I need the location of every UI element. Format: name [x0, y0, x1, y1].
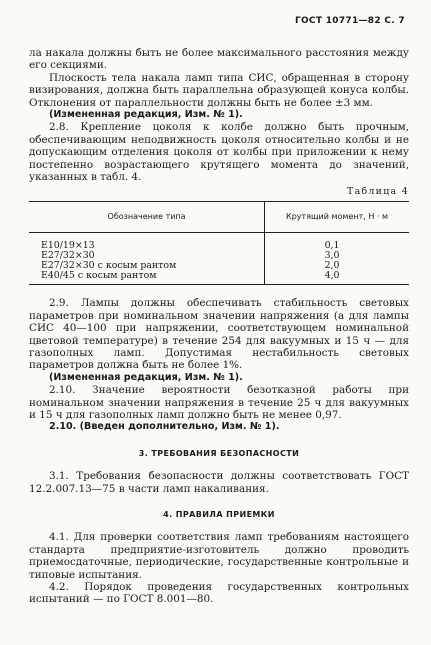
table-cell-torque: 0,1 [324, 240, 340, 252]
paragraph-4-2: 4.2. Порядок проведения государственных контрольных испытаний — по ГОСТ 8.001—80. [29, 581, 409, 606]
section-heading-safety: 3. ТРЕБОВАНИЯ БЕЗОПАСНОСТИ [138, 448, 300, 458]
paragraph-4-1: 4.1. Для проверки соответствия ламп требованиям настоящего стандарта предприятие-изготовитель должно проводить приемосдаточные, периодические, государственные контрольные и типовые испытания. [29, 531, 409, 581]
table-cell-type: E40/45 с косым рантом [29, 271, 265, 285]
body-text [29, 47, 409, 606]
table-cell-torque: 2,0 [324, 260, 340, 272]
table-row [29, 271, 409, 285]
table-header-type: Обозначение типа [29, 201, 265, 232]
section-heading-acceptance: 4. ПРАВИЛА ПРИЕМКИ [163, 509, 275, 519]
paragraph-2-8: 2.8. Крепление цоколя к колбе должно быть прочным, обеспечивающим неподвижность цоколя относительно колбы и не допускающим отделения цоколя от колбы при приложении к нему постепенно возрастающего крутящего момента до значений, указанных в табл. 4. [29, 121, 409, 184]
table-header-row [29, 201, 409, 232]
edit-note: (Измененная редакция, Изм. № 1). [49, 109, 243, 121]
table-cell-type: E27/32×30 [29, 251, 265, 261]
paragraph-sis-plane: Плоскость тела накала ламп типа СИС, обращенная в сторону визирования, должна быть параллельна образующей конуса колбы. Отклонения от параллельности должны быть не более ±3 мм. [29, 71, 409, 109]
edit-note: (Измененная редакция, Изм. № 1). [49, 371, 243, 383]
table-cell-type: E27/32×30 с косым рантом [29, 261, 265, 271]
page-header: ГОСТ 10771—82 С. 7 [294, 16, 405, 26]
table-row [29, 233, 409, 252]
table-cell-type: E10/19×13 [29, 233, 265, 252]
table-header-torque: Крутящий момент, Н · м [265, 201, 409, 232]
paragraph-cont: ла накала должны быть не более максимального расстояния между его секциями. [29, 47, 409, 72]
paragraph-2-10: 2.10. Значение вероятности безотказной работы при номинальном значении напряжения в течение 25 ч для вакуумных и 15 ч для газополных ламп должно быть не менее 0,97. [29, 384, 409, 421]
table-cell-torque: 3,0 [324, 250, 340, 262]
added-note: 2.10. (Введен дополнительно, Изм. № 1). [49, 421, 280, 433]
table-caption: Таблица 4 [347, 186, 409, 198]
torque-table [29, 201, 409, 285]
table-cell-torque: 4,0 [265, 271, 409, 285]
paragraph-3-1: 3.1. Требования безопасности должны соответствовать ГОСТ 12.2.007.13—75 в части ламп накаливания. [29, 470, 409, 495]
paragraph-2-9: 2.9. Лампы должны обеспечивать стабильность световых параметров при номинальном значении напряжения (а для лампы СИС 40—100 при напряжении, соответствующем номинальной цветовой температуре) в течение 254 для вакуумных и 15 ч — для газополных ламп. Допустимая нестабильность световых параметров должна быть не более 1%. [29, 297, 409, 372]
